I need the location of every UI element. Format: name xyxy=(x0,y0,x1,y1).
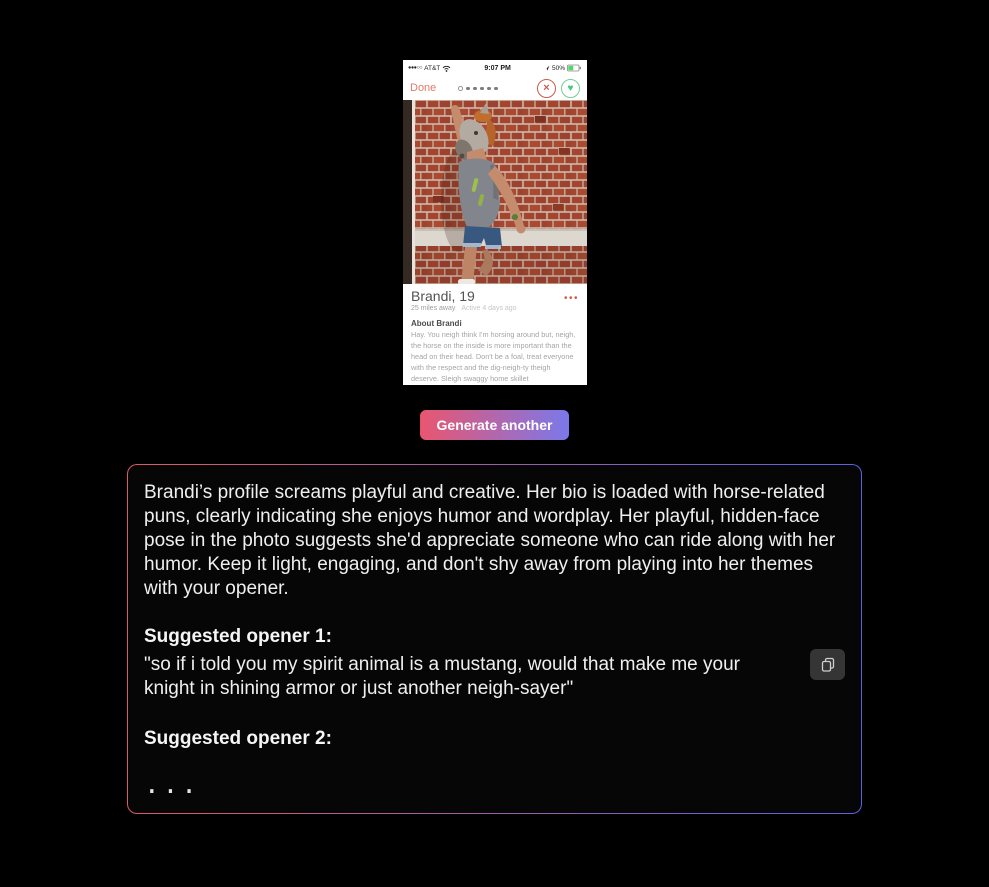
about-heading: About Brandi xyxy=(411,319,462,329)
generate-another-button[interactable]: Generate another xyxy=(420,410,570,440)
brick-wall-photo-illustration xyxy=(403,100,587,284)
copy-icon xyxy=(821,657,835,672)
last-active-label: Active 4 days ago xyxy=(461,305,517,313)
carrier-group xyxy=(408,65,451,72)
carrier-label: AT&T xyxy=(424,64,441,72)
battery-icon xyxy=(567,64,582,72)
pager-dot xyxy=(480,87,484,91)
photo-pager-dots xyxy=(458,86,498,91)
profile-photo xyxy=(403,100,587,284)
pager-dot-current xyxy=(458,86,463,91)
analysis-panel xyxy=(127,464,862,814)
suggested-opener-2-heading: Suggested opener 2: xyxy=(144,728,332,749)
like-heart-icon: ♥ xyxy=(561,79,580,98)
signal-strength-icon: ●●●○○ xyxy=(408,65,423,72)
pager-dot xyxy=(466,87,470,91)
pager-dot xyxy=(473,87,477,91)
profile-bio: Hay. You neigh think I'm horsing around but, neigh, the horse on the inside is more important than the head on their head. Don't be a foal, treat everyone with the respect and the dig-neigh-ty theigh deserve. Sleigh swaggy home skillet xyxy=(411,330,576,384)
battery-group xyxy=(544,64,582,72)
phone-nav-row xyxy=(403,77,587,100)
profile-info-panel xyxy=(403,284,587,385)
wifi-icon xyxy=(442,65,451,72)
phone-status-bar xyxy=(403,60,587,77)
profile-analysis-text: Brandi’s profile screams playful and creative. Her bio is loaded with horse-related puns, clearly indicating she enjoys humor and wordplay. Her playful, hidden-face pose in the photo suggests she'd appreciate someone who can ride along with her humor. Keep it light, engaging, and don't shy away from playing into her themes with your opener. xyxy=(144,482,836,599)
suggested-opener-1-text: "so if i told you my spirit animal is a mustang, would that make me your knight in shining armor or just another neigh-sayer" xyxy=(144,654,740,699)
dislike-icon: × xyxy=(537,79,556,98)
copy-opener-button[interactable] xyxy=(810,649,845,680)
profile-meta xyxy=(411,305,579,312)
location-arrow-icon xyxy=(544,65,550,71)
status-time: 9:07 PM xyxy=(484,64,511,72)
profile-name-age: Brandi, 19 xyxy=(411,288,475,305)
pager-dot xyxy=(494,87,498,91)
pager-dot xyxy=(487,87,491,91)
streaming-ellipsis: ... xyxy=(144,770,200,800)
suggested-opener-1-heading: Suggested opener 1: xyxy=(144,626,332,647)
done-button: Done xyxy=(410,82,437,95)
more-options-icon: ••• xyxy=(563,293,579,305)
battery-percent: 50% xyxy=(551,64,565,72)
distance-label: 25 miles away xyxy=(411,305,456,313)
tinder-screenshot xyxy=(403,60,587,385)
